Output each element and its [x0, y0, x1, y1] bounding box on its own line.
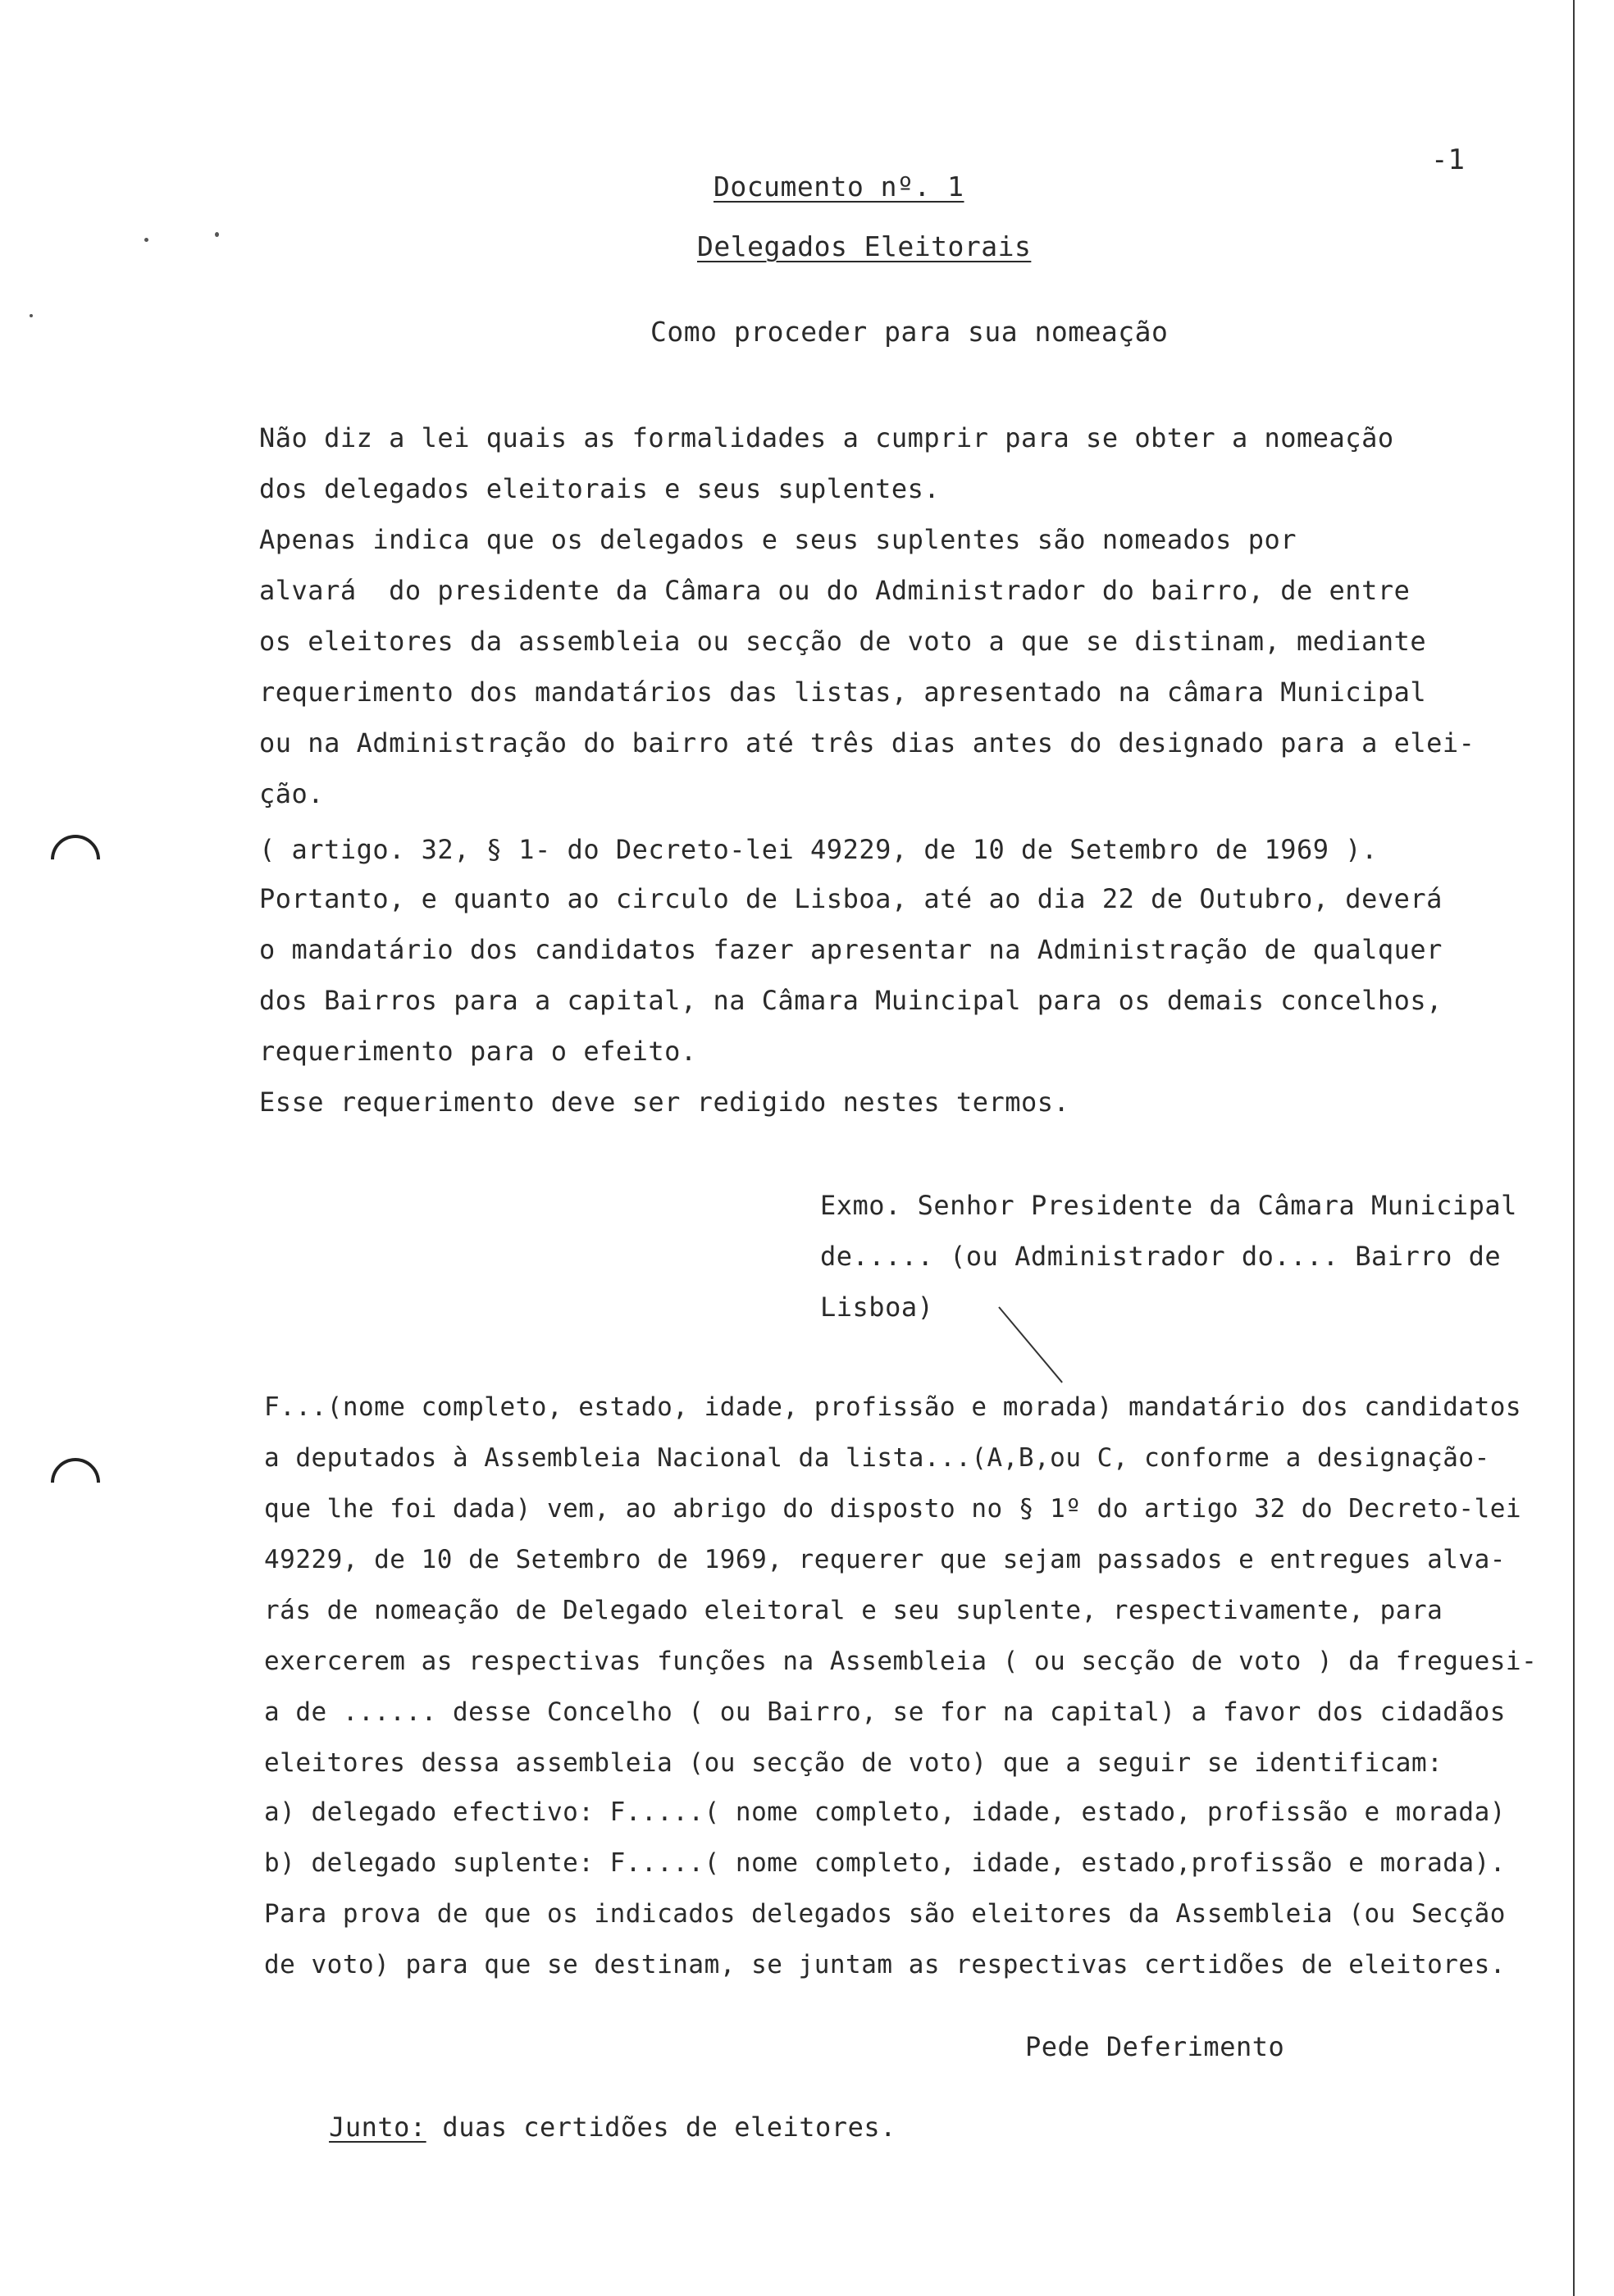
- text-line: o mandatário dos candidatos fazer apresentar na Administração de qualquer: [259, 934, 1443, 965]
- text-line: de voto) para que se destinam, se juntam as respectivas certidões de eleitores.: [264, 1950, 1506, 1979]
- address-line: Lisboa): [820, 1292, 934, 1323]
- closing-formula: Pede Deferimento: [1025, 2031, 1285, 2062]
- text-line: dos Bairros para a capital, na Câmara Muincipal para os demais concelhos,: [259, 985, 1443, 1016]
- text-line: b) delegado suplente: F.....( nome completo, idade, estado,profissão e morada).: [264, 1848, 1506, 1878]
- text-line: eleitores dessa assembleia (ou secção de voto) que a seguir se identificam:: [264, 1748, 1443, 1778]
- text-line: ção.: [259, 778, 325, 809]
- text-line: ( artigo. 32, § 1- do Decreto-lei 49229, de 10 de Setembro de 1969 ).: [259, 834, 1378, 865]
- attachment-note: [264, 2078, 896, 2176]
- page-number: -1: [1431, 144, 1465, 176]
- pen-stroke: [998, 1306, 1063, 1383]
- text-line: os eleitores da assembleia ou secção de voto a que se distinam, mediante: [259, 626, 1427, 657]
- stray-mark: [144, 238, 148, 242]
- text-line: a) delegado efectivo: F.....( nome completo, idade, estado, profissão e morada): [264, 1797, 1506, 1827]
- attachment-label: Junto:: [329, 2112, 426, 2143]
- text-line: Apenas indica que os delegados e seus suplentes são nomeados por: [259, 524, 1297, 555]
- attachment-text: duas certidões de eleitores.: [426, 2112, 896, 2143]
- punch-hole-top: [41, 825, 111, 895]
- text-line: 49229, de 10 de Setembro de 1969, requerer que sejam passados e entregues alva-: [264, 1545, 1506, 1574]
- punch-hole-bottom: [41, 1448, 111, 1518]
- text-line: Portanto, e quanto ao circulo de Lisboa, até ao dia 22 de Outubro, deverá: [259, 883, 1443, 914]
- document-heading: Como proceder para sua nomeação: [650, 316, 1169, 348]
- text-line: Para prova de que os indicados delegados são eleitores da Assembleia (ou Secção: [264, 1899, 1506, 1929]
- document-title: Documento nº. 1: [714, 171, 964, 203]
- text-line: rás de nomeação de Delegado eleitoral e seu suplente, respectivamente, para: [264, 1596, 1443, 1625]
- text-line: exercerem as respectivas funções na Assembleia ( ou secção de voto ) da freguesi-: [264, 1647, 1538, 1676]
- text-line: dos delegados eleitorais e seus suplentes.: [259, 473, 941, 504]
- stray-mark: [30, 314, 33, 317]
- text-line: que lhe foi dada) vem, ao abrigo do disposto no § 1º do artigo 32 do Decreto-lei: [264, 1494, 1522, 1524]
- page-edge-line: [1573, 0, 1575, 2296]
- document-subtitle: Delegados Eleitorais: [697, 230, 1032, 262]
- address-line: de..... (ou Administrador do.... Bairro de: [820, 1241, 1502, 1272]
- text-line: alvará do presidente da Câmara ou do Administrador do bairro, de entre: [259, 575, 1411, 606]
- address-line: Exmo. Senhor Presidente da Câmara Municipal: [820, 1190, 1517, 1221]
- text-line: Esse requerimento deve ser redigido nestes termos.: [259, 1086, 1070, 1118]
- text-line: Não diz a lei quais as formalidades a cumprir para se obter a nomeação: [259, 422, 1394, 453]
- text-line: a de ...... desse Concelho ( ou Bairro, se for na capital) a favor dos cidadãos: [264, 1697, 1506, 1727]
- text-line: requerimento dos mandatários das listas, apresentado na câmara Municipal: [259, 676, 1427, 708]
- text-line: a deputados à Assembleia Nacional da lista...(A,B,ou C, conforme a designação-: [264, 1443, 1490, 1473]
- text-line: F...(nome completo, estado, idade, profissão e morada) mandatário dos candidatos: [264, 1392, 1522, 1422]
- text-line: ou na Administração do bairro até três dias antes do designado para a elei-: [259, 727, 1475, 758]
- text-line: requerimento para o efeito.: [259, 1036, 697, 1067]
- stray-mark: [215, 232, 219, 237]
